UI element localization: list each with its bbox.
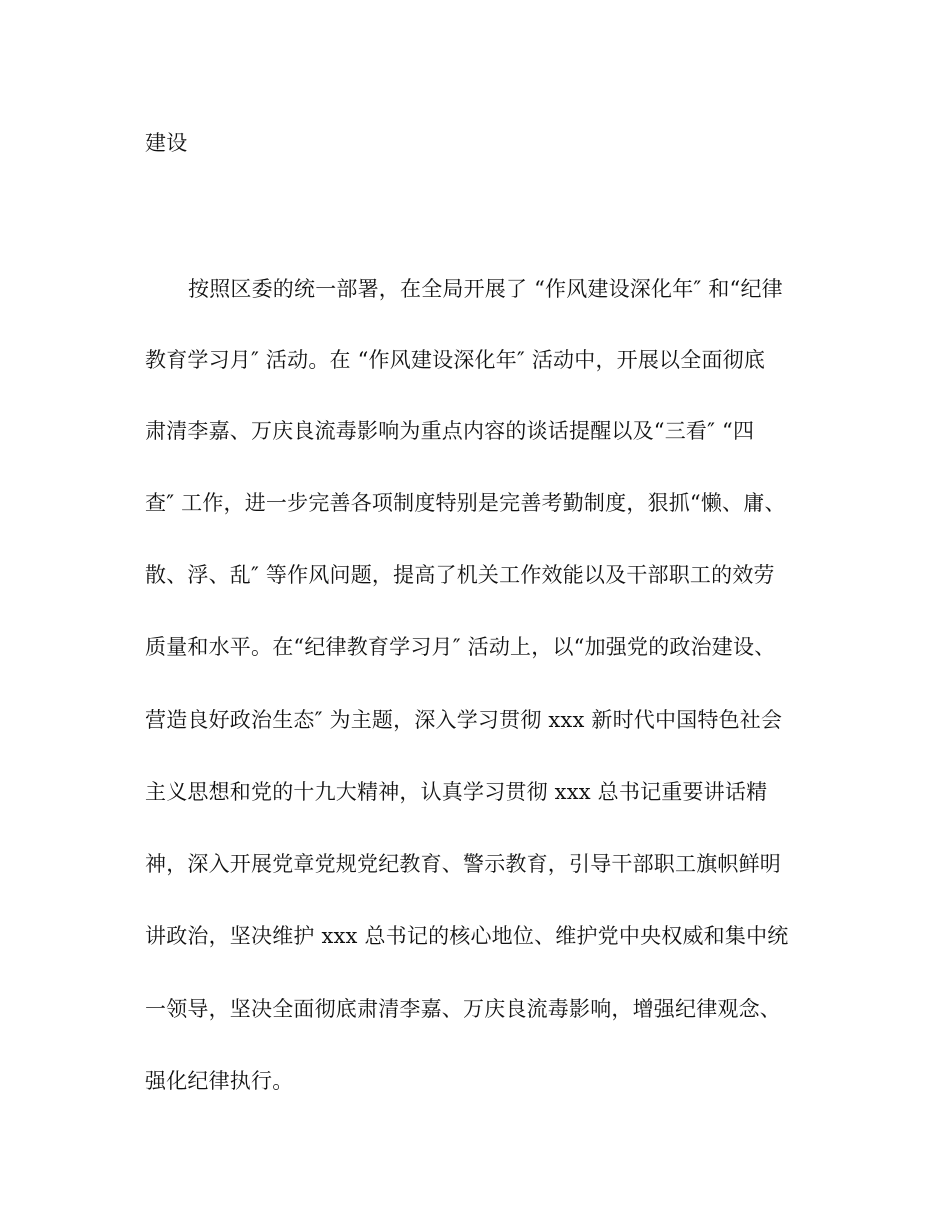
paragraph-line: 按照区委的统一部署，在全局开展了 “作风建设深化年″ 和“纪律 — [188, 277, 783, 301]
paragraph-line: 强化纪律执行。 — [145, 1069, 294, 1093]
paragraph-line: 主义思想和党的十九大精神，认真学习贯彻 xxx 总书记重要讲话精 — [145, 780, 768, 804]
paragraph-line: 查″ 工作，进一步完善各项制度特别是完善考勤制度，狠抓“懒、庸、 — [145, 491, 786, 515]
heading-tail: 建设 — [145, 131, 188, 155]
paragraph-line: 教育学习月″ 活动。在 “作风建设深化年″ 活动中，开展以全面彻底 — [145, 348, 766, 372]
paragraph-line: 一领导，坚决全面彻底肃清李嘉、万庆良流毒影响，增强纪律观念、 — [145, 997, 781, 1021]
paragraph-line: 营造良好政治生态″ 为主题，深入学习贯彻 xxx 新时代中国特色社会 — [145, 708, 783, 732]
paragraph-line: 质量和水平。在“纪律教育学习月″ 活动上，以“加强党的政治建设、 — [145, 635, 776, 659]
paragraph-line: 讲政治，坚决维护 xxx 总书记的核心地位、维护党中央权威和集中统 — [145, 924, 789, 948]
paragraph-line: 肃清李嘉、万庆良流毒影响为重点内容的谈话提醒以及“三看″ “四 — [145, 419, 755, 443]
paragraph-line: 散、浮、乱″ 等作风问题，提高了机关工作效能以及干部职工的效劳 — [145, 563, 775, 587]
paragraph-line: 神，深入开展党章党规党纪教育、警示教育，引导干部职工旗帜鲜明 — [145, 852, 781, 876]
